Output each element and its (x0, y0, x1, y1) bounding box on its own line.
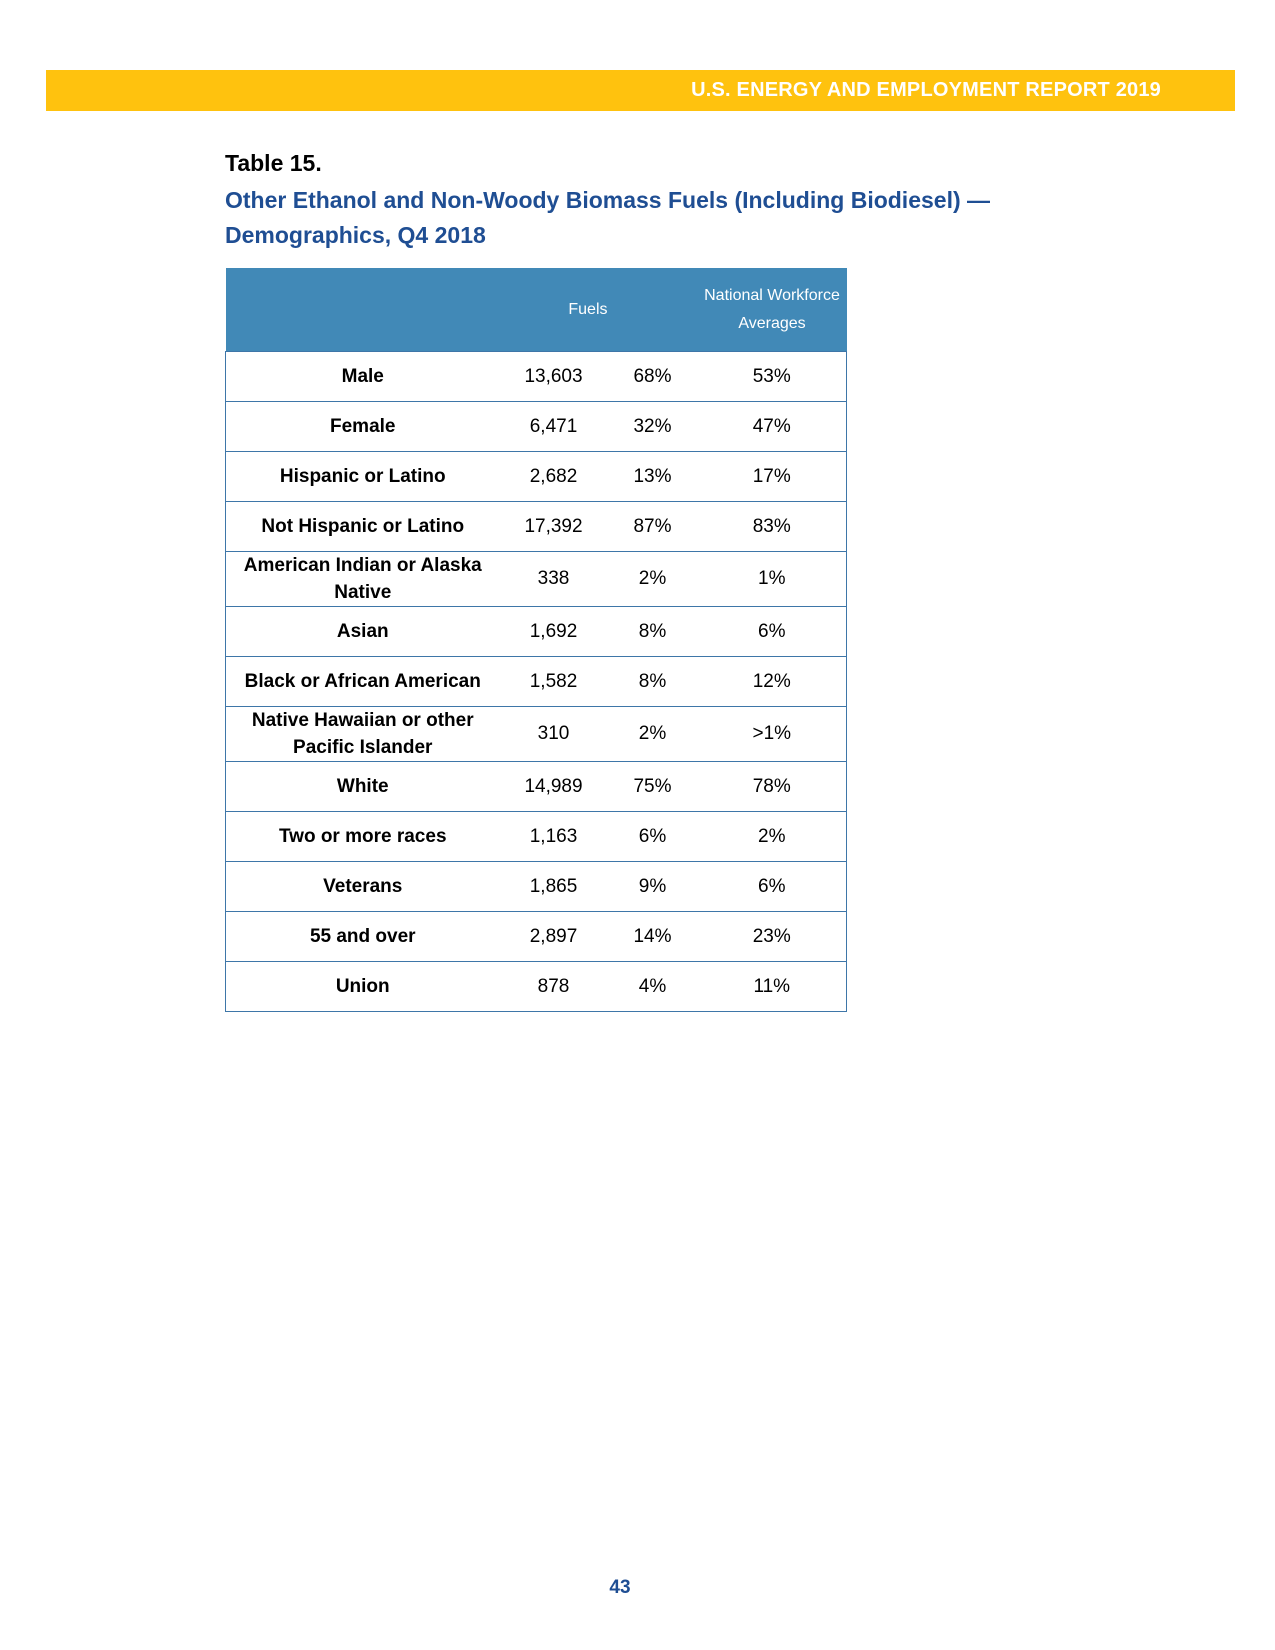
row-label: Native Hawaiian or other Pacific Islander (226, 707, 500, 762)
row-label: Union (226, 962, 500, 1012)
table-row (226, 762, 847, 812)
demographics-table (225, 268, 847, 1012)
row-count: 1,582 (500, 657, 608, 707)
row-count: 14,989 (500, 762, 608, 812)
row-national: 83% (698, 502, 847, 552)
header-blank (226, 268, 500, 352)
row-count: 2,682 (500, 452, 608, 502)
table-row (226, 552, 847, 607)
row-label: White (226, 762, 500, 812)
row-count: 13,603 (500, 352, 608, 402)
row-percent: 9% (608, 862, 698, 912)
row-percent: 75% (608, 762, 698, 812)
table-row (226, 352, 847, 402)
row-count: 878 (500, 962, 608, 1012)
row-national: 47% (698, 402, 847, 452)
table-row (226, 862, 847, 912)
row-count: 1,692 (500, 607, 608, 657)
row-percent: 8% (608, 607, 698, 657)
row-percent: 68% (608, 352, 698, 402)
row-label: Asian (226, 607, 500, 657)
row-label: Black or African American (226, 657, 500, 707)
row-national: 2% (698, 812, 847, 862)
header-fuels: Fuels (500, 268, 608, 352)
row-label: Not Hispanic or Latino (226, 502, 500, 552)
report-header-banner (46, 70, 1235, 111)
row-count: 338 (500, 552, 608, 607)
row-percent: 2% (608, 552, 698, 607)
row-percent: 87% (608, 502, 698, 552)
table-row (226, 657, 847, 707)
row-percent: 13% (608, 452, 698, 502)
row-national: 11% (698, 962, 847, 1012)
table-row (226, 502, 847, 552)
table-row (226, 607, 847, 657)
row-label: Female (226, 402, 500, 452)
table-title: Other Ethanol and Non-Woody Biomass Fuels (Including Biodiesel) — Demographics, Q4 2018 (225, 187, 991, 248)
row-label: American Indian or Alaska Native (226, 552, 500, 607)
report-title: U.S. ENERGY AND EMPLOYMENT REPORT 2019 (691, 79, 1161, 101)
table-row (226, 962, 847, 1012)
table-header-row (226, 268, 847, 352)
row-label: Hispanic or Latino (226, 452, 500, 502)
table-row (226, 452, 847, 502)
header-national-averages: National Workforce Averages (698, 268, 847, 352)
row-count: 1,163 (500, 812, 608, 862)
row-national: 17% (698, 452, 847, 502)
table-row (226, 402, 847, 452)
row-count: 1,865 (500, 862, 608, 912)
header-fuels-pct (608, 268, 698, 352)
row-percent: 8% (608, 657, 698, 707)
row-label: Male (226, 352, 500, 402)
row-percent: 14% (608, 912, 698, 962)
row-national: 53% (698, 352, 847, 402)
row-count: 2,897 (500, 912, 608, 962)
row-national: 1% (698, 552, 847, 607)
row-national: 78% (698, 762, 847, 812)
row-percent: 32% (608, 402, 698, 452)
row-label: Veterans (226, 862, 500, 912)
row-national: >1% (698, 707, 847, 762)
row-count: 310 (500, 707, 608, 762)
row-percent: 2% (608, 707, 698, 762)
page-number: 43 (609, 1577, 631, 1598)
row-national: 6% (698, 607, 847, 657)
row-count: 6,471 (500, 402, 608, 452)
table-row (226, 812, 847, 862)
table-row (226, 912, 847, 962)
table-label: Table 15. (225, 150, 322, 176)
row-national: 23% (698, 912, 847, 962)
row-label: 55 and over (226, 912, 500, 962)
row-percent: 6% (608, 812, 698, 862)
row-national: 12% (698, 657, 847, 707)
row-percent: 4% (608, 962, 698, 1012)
table-row (226, 707, 847, 762)
row-count: 17,392 (500, 502, 608, 552)
row-national: 6% (698, 862, 847, 912)
row-label: Two or more races (226, 812, 500, 862)
